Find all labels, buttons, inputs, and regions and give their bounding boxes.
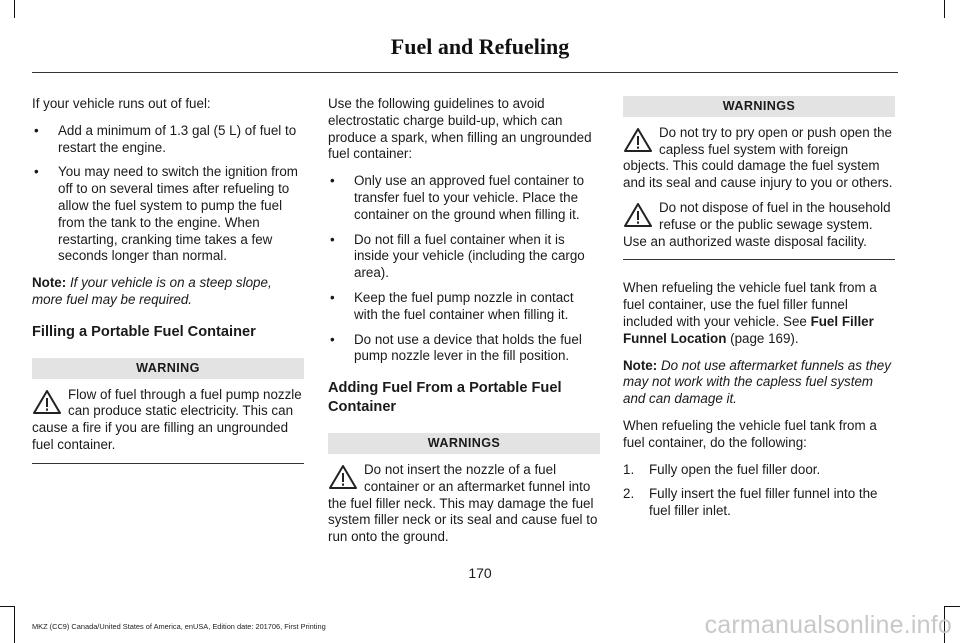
crop-mark-bottom-right-h [944,606,960,607]
col1-intro: If your vehicle runs out of fuel: [32,96,211,111]
page-title: Fuel and Refueling [390,34,570,59]
numbered-steps [623,462,895,520]
note-label: Note: [623,357,658,373]
warning-triangle-icon [32,389,62,415]
list-item: • Keep the fuel pump nozzle in contact with the fuel container when filling it. [328,290,600,324]
crop-mark-top-right [944,0,945,18]
warning-triangle-icon [623,127,653,153]
col2-bullet-list [328,173,600,365]
page-number: 170 [468,565,492,581]
column-1 [32,96,304,478]
note-label: Note: [32,275,67,291]
step-number: 1. [623,461,635,477]
step-number: 2. [623,486,635,502]
col1-note [32,275,304,309]
warning-item [623,125,895,192]
warning-item [623,200,895,250]
list-item: • You may need to switch the ignition from off to on several times after refueling to allow the fuel system to pump the fuel from the tank to the engine. When restarting, cranking time takes a few seconds longer than normal. [32,164,304,265]
col3-para2: When refueling the vehicle fuel tank from a fuel container, do the following: [623,417,877,450]
list-item [623,486,895,520]
warning-item [32,387,304,454]
title-rule [32,72,898,73]
warning-text: Flow of fuel through a fuel pump nozzle can produce static electricity. This can cause a fire if you are filling an ungrounded fuel container. [32,386,302,452]
list-item: • Add a minimum of 1.3 gal (5 L) of fuel to restart the engine. [32,123,304,157]
warning-box [328,433,600,555]
para-text: When refueling the vehicle fuel tank from a fuel container, use the fuel filler funnel included with your vehicle. See [623,280,877,329]
col1-bullet-list [32,123,304,265]
crop-mark-top-left [14,0,15,18]
crop-mark-bottom-left-h [0,606,14,607]
warning-header: WARNINGS [328,433,600,454]
col2-intro: Use the following guidelines to avoid electrostatic charge build-up, which can produce a spark, when filling an ungrounded fuel container: [328,96,592,162]
note-text: Do not use aftermarket funnels as they may not work with the capless fuel system and can damage it. [623,357,891,407]
page-ref: (page 169). [726,330,799,346]
col3-note [623,358,895,408]
section-heading-portable-container: Filling a Portable Fuel Container [32,323,256,340]
list-item: • Only use an approved fuel container to transfer fuel to your vehicle. Place the container on the ground when filling it. [328,173,600,223]
note-text: If your vehicle is on a steep slope, more fuel may be required. [32,275,272,307]
warning-text: Do not dispose of fuel in the household refuse or the public sewage system. Use an authorized waste disposal facility. [623,199,891,249]
cross-reference-link[interactable]: Fuel Filler Funnel Location [623,313,874,346]
warning-box [32,358,304,464]
edition-footer: MKZ (CC9) Canada/United States of America, enUSA, Edition date: 201706, First Printing [32,622,326,631]
warning-text: Do not try to pry open or push open the capless fuel system with foreign objects. This could damage the fuel system and its seal and cause injury to you or others. [623,124,893,191]
list-item [623,462,895,479]
warning-triangle-icon [328,464,358,490]
list-item: • Do not use a device that holds the fuel pump nozzle lever in the fill position. [328,332,600,366]
column-2 [328,96,600,569]
step-text: Fully insert the fuel filler funnel into the fuel filler inlet. [649,486,878,519]
warning-header: WARNINGS [623,96,895,117]
warning-triangle-icon [623,202,653,228]
warning-item [328,462,600,546]
section-heading-adding-fuel: Adding Fuel From a Portable Fuel Container [328,380,562,416]
warning-header: WARNING [32,358,304,379]
list-item: • Do not fill a fuel container when it is inside your vehicle (including the cargo area). [328,232,600,282]
crop-mark-bottom-left [14,606,15,643]
warning-text: Do not insert the nozzle of a fuel container or an aftermarket funnel into the fuel filler neck. This may damage the fuel system filler neck or its seal and cause fuel to run onto the ground. [328,461,598,545]
warning-box [623,96,895,260]
column-3 [623,96,895,528]
col3-para1 [623,280,895,347]
step-text: Fully open the fuel filler door. [649,461,821,477]
watermark: carmanualsonline.info [704,611,952,639]
